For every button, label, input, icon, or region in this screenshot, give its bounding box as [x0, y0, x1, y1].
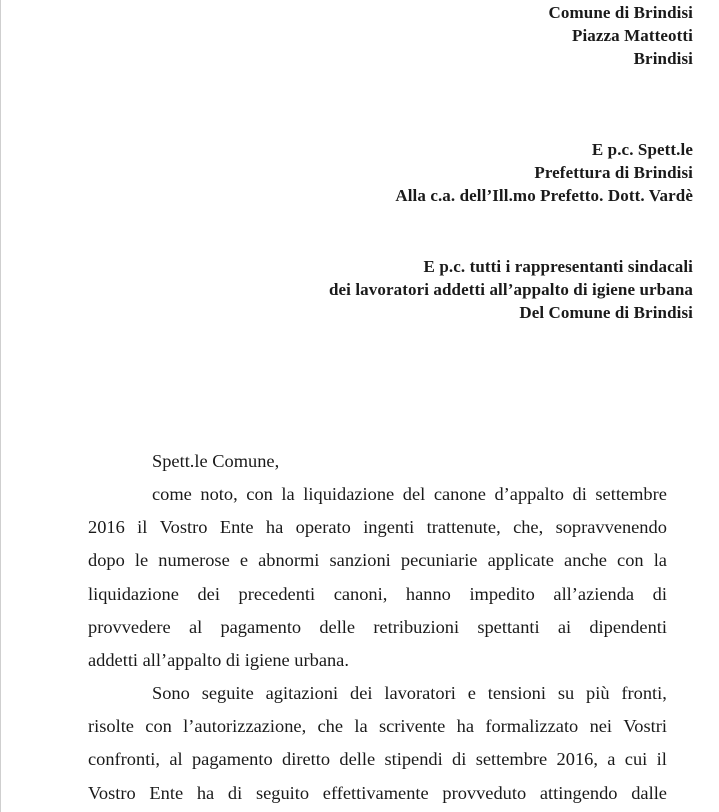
paragraph-line: 2016 il Vostro Ente ha operato ingenti trattenute, che, sopravvenendo: [88, 517, 667, 538]
recipient-unions-address: [329, 255, 693, 324]
paragraph-line: provvedere al pagamento delle retribuzioni spettanti ai dipendenti: [88, 616, 667, 637]
paragraph-line: liquidazione dei precedenti canoni, hanno impedito all’azienda di: [88, 583, 667, 604]
paragraph-line: dopo le numerose e abnormi sanzioni pecuniarie applicate anche con la: [88, 550, 667, 571]
letter-paragraph-1: [88, 478, 667, 677]
prefecture-cc-label: E p.c. Spett.le: [591, 140, 693, 159]
recipient-name: Comune di Brindisi: [548, 3, 693, 22]
unions-cc-label: E p.c. tutti i rappresentanti sindacali: [423, 257, 693, 276]
paragraph-line: Sono seguite agitazioni dei lavoratori e tensioni su più fronti,: [152, 683, 667, 703]
recipient-main-address: [549, 1, 693, 70]
paragraph-line: confronti, al pagamento diretto delle stipendi di settembre 2016, a cui il: [88, 749, 667, 770]
unions-workers: dei lavoratori addetti all’appalto di igiene urbana: [328, 280, 693, 299]
paragraph-line: addetti all’appalto di igiene urbana.: [88, 650, 349, 671]
prefecture-attention: Alla c.a. dell’Ill.mo Prefetto. Dott. Vardè: [395, 186, 693, 205]
paragraph-line: risolte con l’autorizzazione, che la scrivente ha formalizzato nei Vostri: [88, 716, 667, 737]
recipient-street: Piazza Matteotti: [571, 26, 693, 45]
recipient-prefecture-address: [395, 138, 693, 207]
prefecture-name: Prefettura di Brindisi: [534, 163, 693, 182]
unions-municipality: Del Comune di Brindisi: [519, 303, 693, 322]
paragraph-line: come noto, con la liquidazione del canone d’appalto di settembre: [152, 484, 667, 504]
letter-paragraph-2: [88, 677, 667, 810]
letter-salutation: Spett.le Comune,: [152, 451, 280, 471]
recipient-city: Brindisi: [633, 49, 693, 68]
paragraph-line: Vostro Ente ha di seguito effettivamente provveduto attingendo dalle: [88, 782, 667, 803]
